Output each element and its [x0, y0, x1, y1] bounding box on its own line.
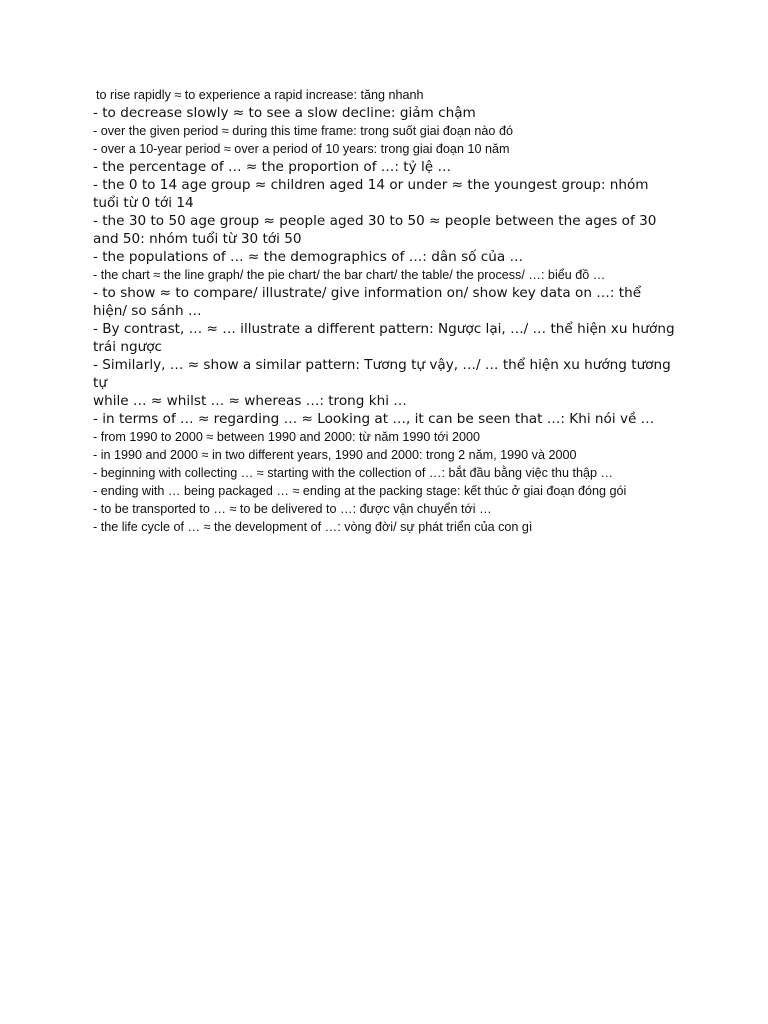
- text-line-1: to rise rapidly ≈ to experience a rapid increase: tăng nhanh: [96, 88, 424, 102]
- text-line-17: - beginning with collecting … ≈ starting with the collection of …: bắt đầu bằng việc thu thập …: [93, 466, 614, 480]
- text-line-6: - the 0 to 14 age group ≈ children aged 14 or under ≈ the youngest group: nhóm tuổi từ 0 tới 14: [93, 177, 649, 211]
- text-line-19: - to be transported to … ≈ to be delivered to …: được vận chuyển tới …: [93, 502, 492, 516]
- text-line-14: - in terms of … ≈ regarding … ≈ Looking at …, it can be seen that …: Khi nói về …: [93, 411, 655, 427]
- text-line-9: - the chart ≈ the line graph/ the pie chart/ the bar chart/ the table/ the process/ …: biểu đồ …: [93, 268, 606, 282]
- text-line-10: - to show ≈ to compare/ illustrate/ give information on/ show key data on …: thể hiện/ so sánh …: [93, 285, 642, 319]
- text-line-11: - By contrast, … ≈ … illustrate a different pattern: Ngược lại, …/ … thể hiện xu hướng trái ngược: [93, 321, 675, 355]
- text-line-13: while … ≈ whilst … ≈ whereas …: trong khi …: [93, 393, 407, 409]
- text-line-12: - Similarly, … ≈ show a similar pattern: Tương tự vậy, …/ … thể hiện xu hướng tương tự: [93, 357, 671, 391]
- text-line-2: - to decrease slowly ≈ to see a slow decline: giảm chậm: [93, 105, 476, 121]
- text-line-5: - the percentage of … ≈ the proportion of …: tỷ lệ …: [93, 159, 452, 175]
- text-line-15: - from 1990 to 2000 ≈ between 1990 and 2000: từ năm 1990 tới 2000: [93, 430, 480, 444]
- text-line-20: - the life cycle of … ≈ the development of …: vòng đời/ sự phát triển của con gì: [93, 520, 533, 534]
- text-line-8: - the populations of … ≈ the demographics of …: dân số của …: [93, 249, 524, 265]
- text-line-7: - the 30 to 50 age group ≈ people aged 30 to 50 ≈ people between the ages of 30 and 50: nhóm tuổi từ 30 tới 50: [93, 213, 657, 247]
- vocabulary-list: [93, 86, 678, 536]
- text-line-16: - in 1990 and 2000 ≈ in two different years, 1990 and 2000: trong 2 năm, 1990 và 2000: [93, 448, 577, 462]
- text-line-3: - over the given period ≈ during this time frame: trong suốt giai đoạn nào đó: [93, 124, 513, 138]
- text-line-18: - ending with … being packaged … ≈ ending at the packing stage: kết thúc ở giai đoạn đóng gói: [93, 484, 627, 498]
- text-line-4: - over a 10-year period ≈ over a period of 10 years: trong giai đoạn 10 năm: [93, 142, 510, 156]
